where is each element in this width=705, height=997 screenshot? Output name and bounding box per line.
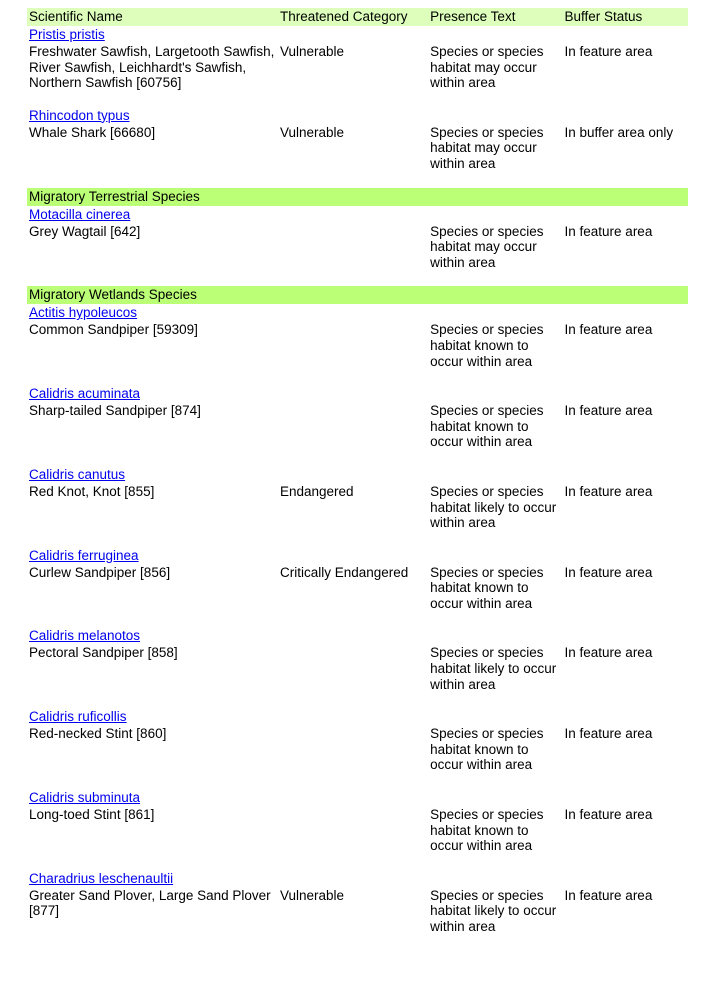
- species-common-name: Sharp-tailed Sandpiper [874]: [29, 403, 201, 419]
- species-row: [27, 224, 688, 271]
- species-buffer-status: In feature area: [564, 807, 653, 823]
- species-entry: [27, 206, 688, 271]
- species-buffer-status: In feature area: [564, 223, 653, 239]
- species-scientific-link[interactable]: Motacilla cinerea: [29, 206, 131, 222]
- species-scientific-link[interactable]: Calidris ruficollis: [29, 709, 127, 725]
- species-entry: [27, 107, 688, 172]
- species-row: [27, 807, 688, 854]
- species-entry: [27, 385, 688, 450]
- species-row: [27, 44, 688, 91]
- species-threatened-category: Vulnerable: [279, 124, 344, 140]
- species-common-name: Greater Sand Plover, Large Sand Plover [877]: [29, 887, 271, 919]
- species-threatened-category: Endangered: [279, 483, 354, 499]
- species-threatened-category: Vulnerable: [279, 887, 344, 903]
- species-buffer-status: In buffer area only: [564, 124, 674, 140]
- species-presence-text: Species or species habitat may occur within area: [430, 124, 544, 171]
- species-scientific-link[interactable]: Rhincodon typus: [29, 107, 130, 123]
- species-buffer-status: In feature area: [564, 887, 653, 903]
- species-buffer-status: In feature area: [564, 322, 653, 338]
- table-body: [27, 26, 688, 935]
- species-common-name: Whale Shark [66680]: [29, 124, 156, 140]
- species-entry: [27, 547, 688, 612]
- species-scientific-link[interactable]: Calidris melanotos: [29, 628, 141, 644]
- species-entry: [27, 789, 688, 854]
- species-presence-text: Species or species habitat known to occur within area: [430, 726, 544, 773]
- species-row: [27, 565, 688, 612]
- species-row: [27, 125, 688, 172]
- species-common-name: Red Knot, Knot [855]: [29, 483, 155, 499]
- species-presence-text: Species or species habitat likely to occur within area: [430, 645, 557, 692]
- species-scientific-link[interactable]: Calidris ferruginea: [29, 547, 139, 563]
- section-header: Migratory Terrestrial Species: [27, 188, 688, 206]
- species-buffer-status: In feature area: [564, 564, 653, 580]
- species-entry: [27, 466, 688, 531]
- species-scientific-link[interactable]: Pristis pristis: [29, 27, 105, 42]
- species-common-name: Common Sandpiper [59309]: [29, 322, 198, 338]
- species-presence-text: Species or species habitat likely to occur within area: [430, 887, 557, 934]
- table-header: [27, 8, 688, 26]
- species-presence-text: Species or species habitat known to occur within area: [430, 564, 544, 611]
- species-common-name: Long-toed Stint [861]: [29, 807, 155, 823]
- species-buffer-status: In feature area: [564, 44, 653, 59]
- species-common-name: Red-necked Stint [860]: [29, 726, 167, 742]
- species-threatened-category: Critically Endangered: [279, 564, 409, 580]
- species-buffer-status: In feature area: [564, 645, 653, 661]
- species-presence-text: Species or species habitat may occur within area: [430, 44, 544, 91]
- species-row: [27, 888, 688, 935]
- species-row: [27, 322, 688, 369]
- species-presence-text: Species or species habitat known to occur within area: [430, 403, 544, 450]
- species-row: [27, 645, 688, 692]
- species-row: [27, 403, 688, 450]
- species-threatened-category: Vulnerable: [279, 44, 344, 59]
- species-presence-text: Species or species habitat likely to occur within area: [430, 483, 557, 531]
- species-presence-text: Species or species habitat may occur within area: [430, 223, 544, 270]
- species-entry: [27, 26, 688, 91]
- header-buffer-status: Buffer Status: [564, 9, 643, 24]
- species-buffer-status: In feature area: [564, 726, 653, 742]
- species-common-name: Grey Wagtail [642]: [29, 223, 141, 239]
- species-buffer-status: In feature area: [564, 483, 653, 499]
- species-entry: [27, 870, 688, 935]
- species-entry: [27, 708, 688, 773]
- species-scientific-link[interactable]: Calidris acuminata: [29, 386, 141, 402]
- species-scientific-link[interactable]: Actitis hypoleucos: [29, 305, 138, 321]
- species-scientific-link[interactable]: Calidris canutus: [29, 466, 126, 482]
- species-entry: [27, 627, 688, 692]
- species-scientific-link[interactable]: Charadrius leschenaultii: [29, 870, 174, 886]
- species-scientific-link[interactable]: Calidris subminuta: [29, 790, 141, 806]
- header-presence-text: Presence Text: [430, 9, 516, 24]
- species-row: [27, 484, 688, 531]
- species-common-name: Freshwater Sawfish, Largetooth Sawfish, River Sawfish, Leichhardt's Sawfish, Northern Sawfish [60756]: [29, 44, 275, 91]
- header-scientific-name: Scientific Name: [29, 9, 123, 24]
- species-table: [27, 8, 688, 951]
- section-header: Migratory Wetlands Species: [27, 286, 688, 304]
- species-common-name: Pectoral Sandpiper [858]: [29, 645, 178, 661]
- species-entry: [27, 304, 688, 369]
- species-presence-text: Species or species habitat known to occur within area: [430, 322, 544, 369]
- species-row: [27, 726, 688, 773]
- species-presence-text: Species or species habitat known to occur within area: [430, 807, 544, 854]
- species-buffer-status: In feature area: [564, 403, 653, 419]
- species-common-name: Curlew Sandpiper [856]: [29, 564, 171, 580]
- header-threatened-category: Threatened Category: [279, 9, 408, 24]
